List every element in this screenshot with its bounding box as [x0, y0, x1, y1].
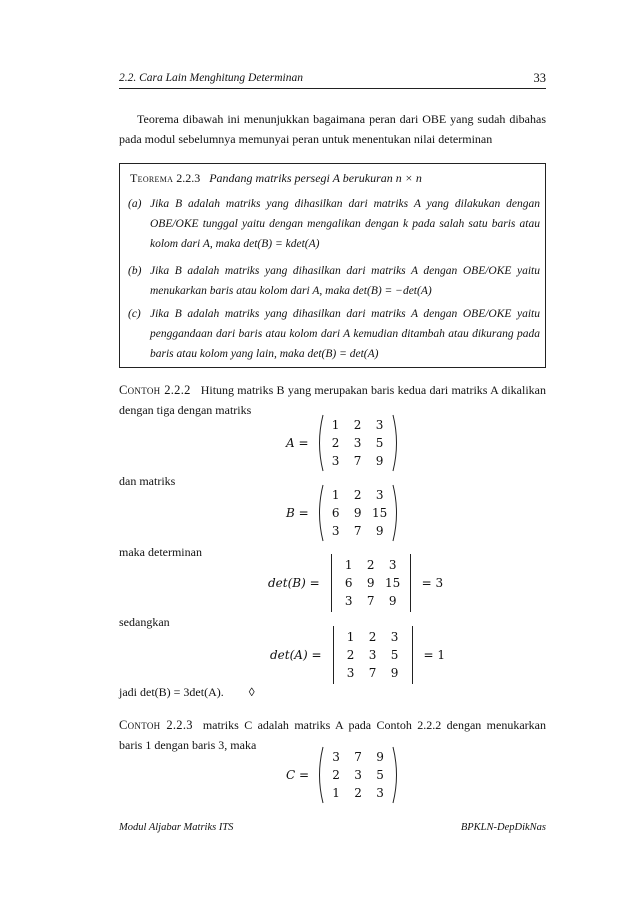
theorem-label: Teorema — [130, 171, 174, 185]
left-paren — [315, 414, 324, 472]
determinant — [328, 626, 418, 684]
equation-rhs: = 3 — [421, 576, 444, 590]
matrix-cell: 3 — [331, 454, 340, 468]
matrix — [315, 414, 401, 472]
item-text: Jika B adalah matriks yang dihasilkan dari matriks A dengan OBE/OKE yaitu penggandaan dari baris atau kolom dari A kemudian ditambah atau dikurang pada baris atau kolom yang lain, maka det(B) = det(A) — [150, 308, 540, 360]
matrix-cell: 5 — [376, 768, 384, 782]
matrix-cell: 7 — [354, 750, 362, 764]
example-label: Contoh 2.2.3 — [119, 718, 193, 732]
equation-lhs: det(B) = — [268, 576, 320, 590]
matrix — [315, 484, 401, 542]
matrix-cell: 1 — [346, 630, 355, 644]
matrix-cell: 6 — [331, 506, 340, 520]
matrix-cell: 3 — [375, 488, 384, 502]
item-label: (c) — [128, 308, 141, 320]
right-bar — [410, 554, 411, 612]
matrix-cell: 3 — [331, 524, 340, 538]
end-of-example-icon: ◊ — [248, 685, 255, 699]
matrix-cell: 2 — [368, 630, 377, 644]
footer-right: BPKLN-DepDikNas — [460, 822, 546, 833]
matrix-cell: 3 — [368, 648, 377, 662]
header-rule — [119, 88, 546, 89]
right-bar — [412, 626, 413, 684]
matrix-cell: 3 — [344, 594, 353, 608]
matrix-cell: 9 — [390, 666, 399, 680]
matrix-cell: 9 — [375, 454, 384, 468]
matrix-cell: 9 — [353, 506, 362, 520]
equation-lhs: B = — [286, 506, 309, 520]
equation-lhs: det(A) = — [270, 648, 322, 662]
matrix-cell: 3 — [388, 558, 397, 572]
matrix-cell: 1 — [331, 418, 340, 432]
example-text: Hitung matriks B yang merupakan baris kedua dari matriks A dikalikan dengan tiga dengan matriks — [119, 383, 546, 417]
matrix-c-equation — [286, 746, 401, 804]
matrix-cell: 2 — [353, 488, 362, 502]
matrix-cell: 15 — [372, 506, 388, 520]
left-bar — [333, 626, 334, 684]
matrix-cell: 5 — [390, 648, 399, 662]
matrix-cell: 3 — [375, 418, 384, 432]
matrix-cell: 3 — [390, 630, 399, 644]
equation-rhs: = 1 — [423, 648, 446, 662]
conclusion-text: jadi det(B) = 3det(A). — [119, 685, 224, 699]
matrix-cell: 1 — [331, 488, 340, 502]
theorem-statement: Pandang matriks persegi A berukuran n × n — [209, 171, 422, 185]
matrix-cell: 2 — [353, 418, 362, 432]
matrix-cell: 7 — [368, 666, 377, 680]
matrix-cell: 2 — [354, 786, 362, 800]
matrix — [315, 746, 401, 804]
theorem-number: 2.2.3 — [176, 171, 201, 185]
connector-text: maka determinan — [119, 545, 202, 559]
example-text: matriks C adalah matriks A pada Contoh 2.2.2 dengan menukarkan baris 1 dengan baris 3, maka — [119, 718, 546, 752]
footer-left: Modul Aljabar Matriks ITS — [119, 822, 234, 833]
matrix-b-equation — [286, 484, 401, 542]
equation-lhs: A = — [286, 436, 309, 450]
theorem-box — [119, 163, 546, 368]
right-paren — [392, 414, 401, 472]
matrix-grid — [324, 484, 392, 542]
conclusion — [119, 685, 255, 700]
matrix-cell: 2 — [346, 648, 355, 662]
right-paren — [392, 484, 401, 542]
matrix-cell: 9 — [376, 750, 384, 764]
running-header: 2.2. Cara Lain Menghitung Determinan — [119, 72, 303, 84]
matrix-grid — [337, 554, 405, 612]
matrix-cell: 7 — [366, 594, 375, 608]
matrix-cell: 1 — [344, 558, 353, 572]
theorem-item — [128, 261, 540, 301]
matrix-cell: 6 — [344, 576, 353, 590]
intro-paragraph: Teorema dibawah ini menunjukkan bagaimana peran dari OBE yang sudah dibahas pada modul sebelumnya memunyai peran untuk menentukan nilai determinan — [119, 112, 546, 146]
matrix-cell: 15 — [385, 576, 401, 590]
matrix-cell: 3 — [353, 436, 362, 450]
item-text: Jika B adalah matriks yang dihasilkan dari matriks A yang dilakukan dengan OBE/OKE tunggal yaitu dengan mengalikan dengan k pada salah satu baris atau kolom dari A, maka det(B) = kdet(A) — [150, 198, 540, 250]
matrix-cell: 7 — [353, 454, 362, 468]
equation-lhs: C = — [286, 768, 310, 782]
theorem-heading — [130, 171, 422, 186]
matrix-cell: 1 — [332, 786, 340, 800]
matrix-grid — [339, 626, 407, 684]
item-label: (b) — [128, 265, 142, 277]
right-paren — [392, 746, 401, 804]
item-label: (a) — [128, 198, 142, 210]
matrix-cell: 3 — [376, 786, 384, 800]
matrix-cell: 9 — [375, 524, 384, 538]
matrix-cell: 9 — [366, 576, 375, 590]
page-number: 33 — [533, 71, 546, 85]
determinant — [326, 554, 416, 612]
matrix-cell: 2 — [366, 558, 375, 572]
left-paren — [315, 484, 324, 542]
matrix-cell: 3 — [346, 666, 355, 680]
connector-text: sedangkan — [119, 615, 170, 629]
det-a-equation — [270, 626, 445, 684]
matrix-cell: 9 — [388, 594, 397, 608]
matrix-cell: 3 — [332, 750, 340, 764]
theorem-item — [128, 194, 540, 254]
matrix-cell: 2 — [332, 768, 340, 782]
matrix-grid — [324, 414, 392, 472]
left-bar — [331, 554, 332, 612]
theorem-item — [128, 304, 540, 364]
example-label: Contoh 2.2.2 — [119, 383, 191, 397]
item-text: Jika B adalah matriks yang dihasilkan dari matriks A dengan OBE/OKE yaitu menukarkan baris atau kolom dari A, maka det(B) = −det(A) — [150, 265, 540, 297]
matrix-cell: 7 — [353, 524, 362, 538]
matrix-a-equation — [286, 414, 401, 472]
matrix-cell: 5 — [375, 436, 384, 450]
connector-text: dan matriks — [119, 474, 176, 488]
left-paren — [315, 746, 324, 804]
det-b-equation — [268, 554, 443, 612]
matrix-grid — [324, 746, 392, 804]
matrix-cell: 3 — [354, 768, 362, 782]
matrix-cell: 2 — [331, 436, 340, 450]
